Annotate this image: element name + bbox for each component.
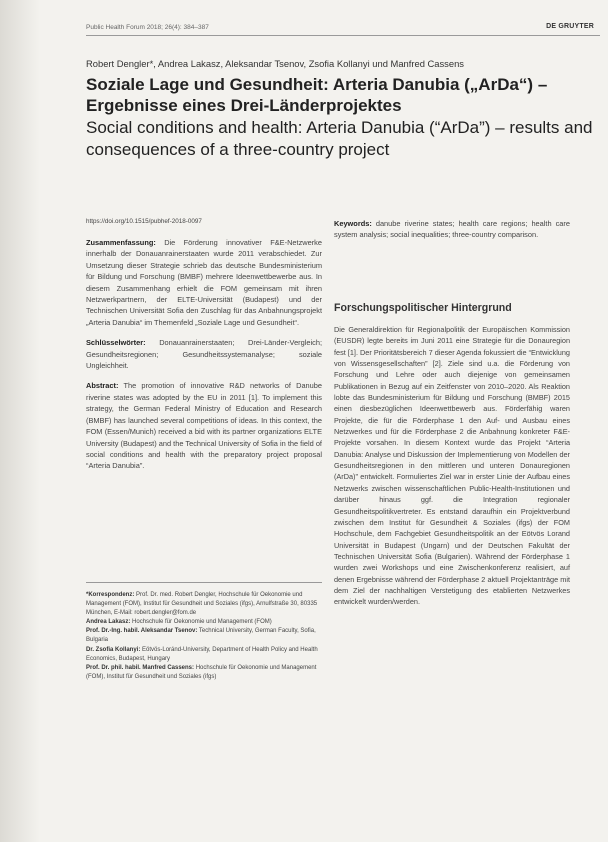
footnote-label: *Korrespondenz: xyxy=(86,592,135,598)
schluesselwoerter-label: Schlüsselwörter: xyxy=(86,338,146,348)
running-header xyxy=(86,22,600,36)
zusammenfassung-label: Zusammenfassung: xyxy=(86,238,156,247)
author-list: Robert Dengler*, Andrea Lakasz, Aleksandar Tsenov, Zsofia Kollanyi und Manfred Cassens xyxy=(86,58,464,69)
footnote-label: Prof. Dr.-Ing. habil. Aleksandar Tsenov: xyxy=(86,628,198,635)
footnote-text: Technical University, German Faculty, Sofia, Bulgaria xyxy=(86,628,316,644)
footnote-item xyxy=(86,627,322,645)
keywords-paragraph xyxy=(334,218,570,241)
publisher-logo-text: DE GRUYTER xyxy=(546,23,594,30)
section-heading: Forschungspolitischer Hintergrund xyxy=(334,302,512,314)
footnotes xyxy=(86,582,322,682)
abstract-text: The promotion of innovative R&D networks of Danube riverine states was adopted by the EU in 2011 [1]. To implement this strategy, the German Federal Ministry of Education and Research (BMBF) has launched several competitions of ideas. In this context, the FOM (Essen/Munich) received a bid with its partner organizations ELTE University (Budapest) and the Technical University of Sofia in the field of social conditions and health with the preparatory project proposal “Arteria Danubia”. xyxy=(86,381,322,471)
journal-citation: Public Health Forum 2018; 26(4): 384–387 xyxy=(86,24,209,31)
scan-edge-shadow xyxy=(0,0,40,842)
footnote-item xyxy=(86,591,322,618)
keywords-text: danube riverine states; health care regions; health care system analysis; social inequalities; three-country comparison. xyxy=(334,219,570,240)
keywords-block xyxy=(334,218,570,241)
footnote-label: Andrea Lakasz: xyxy=(86,619,131,626)
footnote-item xyxy=(86,646,322,664)
zusammenfassung-text: Die Förderung innovativer F&E-Netzwerke innerhalb der Donauanrainerstaaten wurde 2011 verabschiedet. Zur Umsetzung dieser Strategie schrieb das deutsche Bundesministerium für Bildung und Forschung (BMBF) mehrere Ideenwettbewerbe aus. In diesem Zusammenhang erhielt die FOM gemeinsam mit ihren Netzwerkpartnern, der ELTE-Universität (Budapest) und der Technischen Universität Sofia den Zuschlag für das Anbahnungsprojekt „Arteria Danubia“ im Themenfeld „Soziale Lage und Gesundheit“. xyxy=(86,238,322,327)
footnote-text: Eötvös-Loránd-University, Department of Health Policy and Health Economics, Budapest, Hungary xyxy=(86,646,318,662)
abstract-label: Abstract: xyxy=(86,381,119,391)
left-column xyxy=(86,237,322,481)
footnote-text: Hochschule für Oekonomie und Management (FOM) xyxy=(132,619,272,626)
footnote-text: Prof. Dr. med. Robert Dengler, Hochschule für Oekonomie und Management (FOM), Institut für Gesundheit und Soziales (ifgs), Arnulfstraße 30, 80335 München, E-Mail: robert.dengler@fom.de xyxy=(86,592,318,617)
body-paragraph: Die Generaldirektion für Regionalpolitik der Europäischen Kommission (EUSDR) legte bereits im Juni 2011 eine Strategie für die Donauregion fest [1]. Der Prioritätsbereich 7 dieser Agenda fokussiert die “Entwicklung von Wissensgesellschaften” [2]. Ziele sind u.a. die Förderung von Forschung und Lehre oder auch diejenige von gemeinsamen Publikationen in Bezug auf ein Zeitfenster von 2010–2020. Als Reaktion lobte das Bundesministerium für Bildung und Forschung (BMBF) 2015 einen diesbezüglichen Ideenwettbewerb aus. Förderfähig waren Projekte, die für die Förderphase 1 den Auf- und Ausbau eines Netzwerkes und für die Förderphase 2 die Anbahnung konkreter F&E-Projekte vorsahen. In diesem Kontext wurde das Projekt “Arteria Danubia: Analyse und Diskussion der Implementierung von Modellen der Gesundheitsregionen in den mittleren und unteren Donauregionen (ArDa)” entwickelt. Formuliertes Ziel war in erster Linie der Aufbau eines Netzwerks zwischen wissenschaftlichen Public-Health-Institutionen und darüber hinaus ggf. die Integration regionaler Gesundheitspolitikvertreter. Es entstand daraufhin ein Projektverbund zwischen dem Institut für Gesundheit & Soziales (ifgs) der FOM Hochschule, dem Fachgebiet Gesundheitspolitik an der Eötvös Lorand Universität in Budapest (Ungarn) und der Deutschen Fakultät der Technischen Universität Sofia (Bulgarien). Während der Förderphase 1 wurden zwei Workshops und eine Zwischenkonferenz realisiert, auf denen Ergebnisse während der Förderphase 2 aktuell Projektanträge mit dem Ziel der nachhaltigen Verstetigung des etablierten Netzwerkes entwickelt wurden/werden. xyxy=(334,325,570,607)
doi-link[interactable]: https://doi.org/10.1515/pubhef-2018-0097 xyxy=(86,218,202,225)
footnote-item xyxy=(86,618,322,627)
footnote-text: Hochschule für Oekonomie und Management (FOM), Institut für Gesundheit und Soziales (ifgs) xyxy=(86,664,317,680)
keywords-label: Keywords: xyxy=(334,219,372,228)
body-text xyxy=(334,324,570,608)
footnote-label: Prof. Dr. phil. habil. Manfred Cassens: xyxy=(86,664,195,671)
schluesselwoerter-paragraph xyxy=(86,337,322,371)
title-english: Social conditions and health: Arteria Danubia (“ArDa”) – results and consequences of a three-country project xyxy=(86,118,593,159)
footnote-item xyxy=(86,664,322,682)
zusammenfassung-paragraph xyxy=(86,237,322,328)
footnote-label: Dr. Zsofia Kollanyi: xyxy=(86,646,141,653)
schluesselwoerter-text: Donauanrainerstaaten; Drei-Länder-Vergleich; Gesundheitsregionen; Gesundheitssystemanalyse; soziale Ungleichheit. xyxy=(86,338,322,371)
abstract-paragraph xyxy=(86,380,322,471)
title-german: Soziale Lage und Gesundheit: Arteria Danubia („ArDa“) – Ergebnisse eines Drei-Länderprojektes xyxy=(86,75,548,115)
